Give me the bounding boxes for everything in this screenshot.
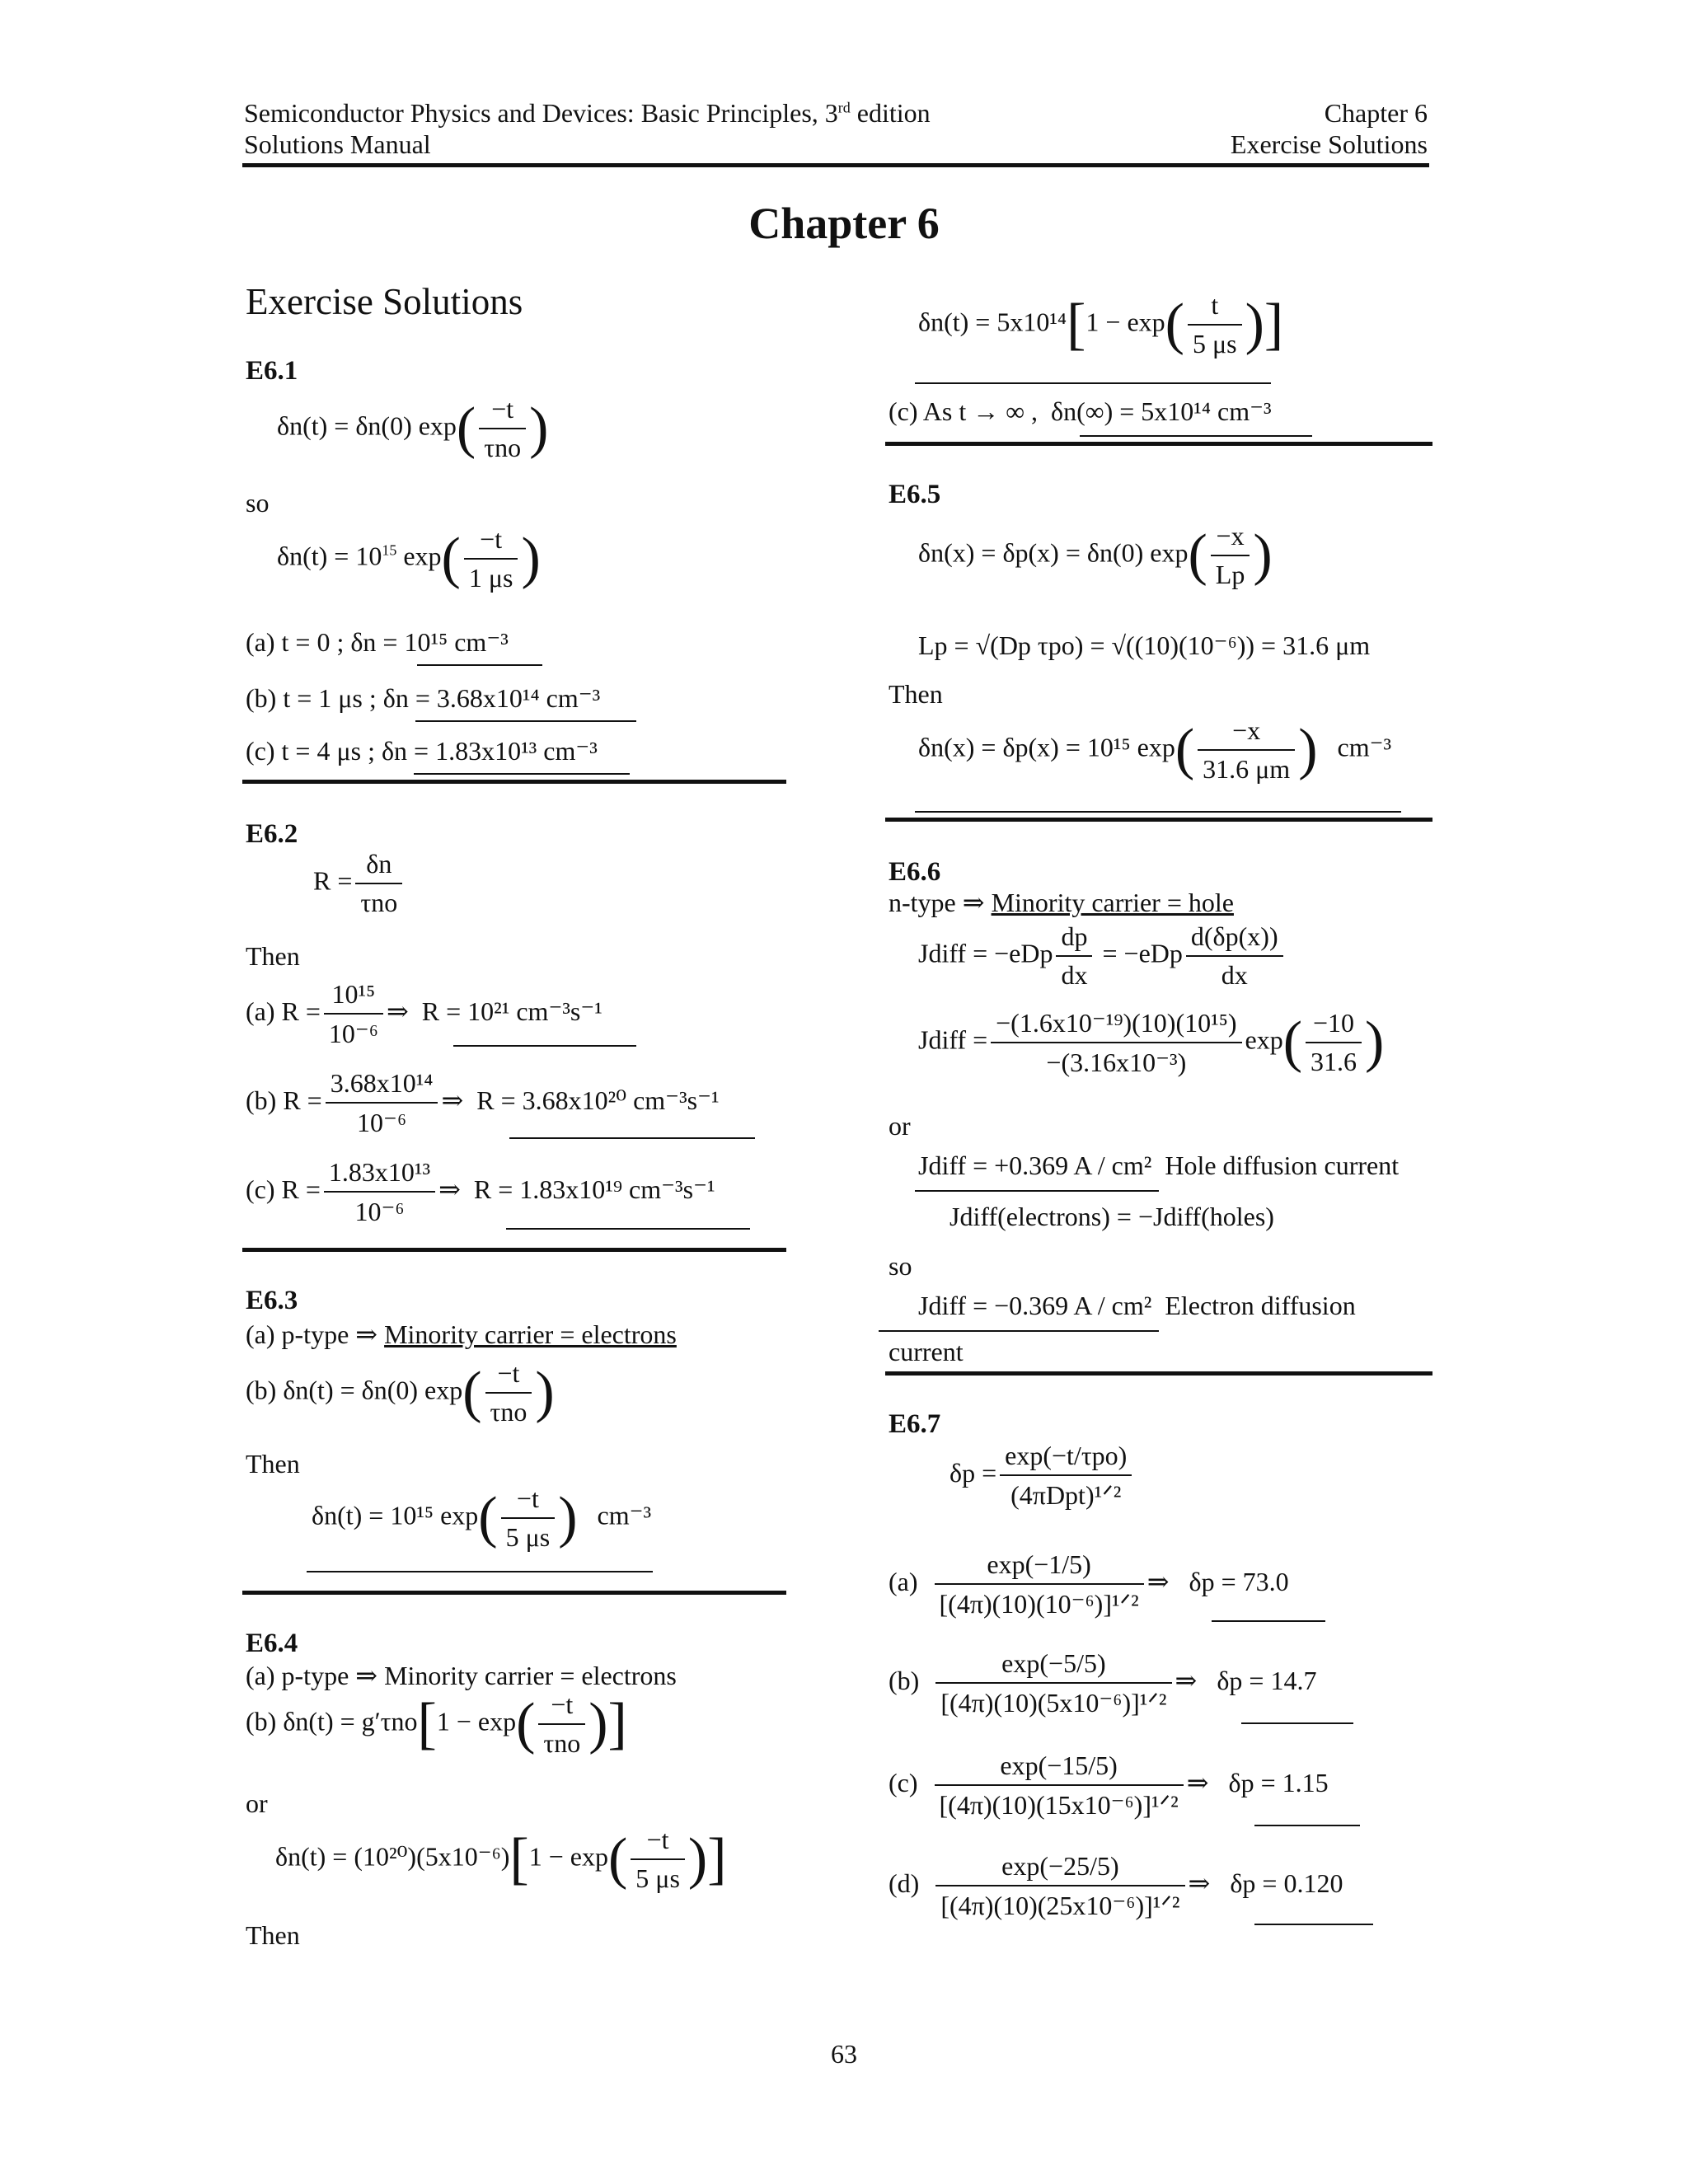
header-subtitle: Solutions Manual [244,129,431,159]
e63-part-a: (a) p-type ⇒ Minority carrier = electrons [246,1319,677,1349]
chapter-title: Chapter 6 [748,199,940,248]
e62-underline-a [453,1045,636,1047]
e65-diffusion-length: Lp = √(Dp τpo) = √((10)(10⁻⁶)) = 31.6 μm [918,630,1371,660]
e67-part-d: (d) $\frac{\exp(-25/5)}{\text{[(4π)(10)(25x10⁻⁶)]¹ᐟ²}}$ ⇒ δp = 0.120 [889,1851,1343,1920]
e64-underline-c [1080,435,1312,437]
section-title: Exercise Solutions [246,281,523,322]
e66-underline-hole [915,1190,1159,1192]
e61-underline-b [415,720,636,722]
header-rule [242,163,1429,167]
e62-part-c: (c) R = $\frac{\text{1.83x10¹³}}{\text{10⁻⁶}}$ ⇒ R = 1.83x10¹⁹ cm⁻³s⁻¹ [246,1157,715,1226]
exercise-label-e65: E6.5 [889,480,941,509]
exercise-label-e61: E6.1 [246,356,298,386]
e67-underline-d [1254,1924,1373,1925]
e66-underline-electron [879,1330,1159,1332]
e67-underline-a [1212,1620,1325,1622]
e66-so: so [889,1251,912,1281]
e61-underline-c [414,773,630,775]
e63-underline [307,1571,653,1572]
e67-part-a: (a) $\frac{\exp(-1/5)}{\text{[(4π)(10)(10⁻⁶)]¹ᐟ²}}$ ⇒ δp = 73.0 [889,1549,1289,1619]
e67-part-c: (c) $\frac{\exp(-15/5)}{\text{[(4π)(10)(15x10⁻⁶)]¹ᐟ²}}$ ⇒ δp = 1.15 [889,1750,1329,1820]
e61-equation-2: $\delta n(t) = 10^{15}$ exp( $\frac{-t}{1 \mu s}$ ) [277,524,541,593]
e61-underline-a [417,664,542,666]
e67-underline-b [1241,1722,1353,1724]
e63-then: Then [246,1449,300,1479]
e65-underline [915,811,1401,813]
e63-part-b: (b) δn(t) = δn(0) exp( $\frac{-t}{\text{τno}}$ ) [246,1358,555,1427]
exercise-label-e63: E6.3 [246,1286,298,1315]
e64-then: Then [246,1920,300,1950]
e66-current-def: Jdiff = −eDp $\frac{dp}{dx}$ = −eDp $\frac{d(\delta p(x))}{dx}$ [918,921,1287,991]
e62-underline-b [509,1137,755,1139]
e61-part-a: (a) t = 0 ; δn = 10¹⁵ cm⁻³ [246,627,509,657]
e62-underline-c [506,1228,750,1230]
exercise-label-e64: E6.4 [246,1629,298,1658]
e63-equation: δn(t) = 10¹⁵ exp( $\frac{-t}{5 \mu s}$ ) cm⁻³ [312,1483,652,1552]
e62-then: Then [246,941,300,971]
e61-so: so [246,488,270,518]
e65-rule [885,818,1432,822]
header-book-title: Semiconductor Physics and Devices: Basic Principles, 3rd edition [244,98,931,128]
e66-hole-current: Jdiff = +0.369 A / cm² Hole diffusion current [918,1151,1400,1180]
exercise-label-e66: E6.6 [889,857,941,887]
e61-part-b: (b) t = 1 μs ; δn = 3.68x10¹⁴ cm⁻³ [246,683,601,713]
e61-equation-1: δn(t) = δn(0) exp( $\frac{-t}{\text{τno}}$ ) [277,394,549,462]
e65-equation-2: δn(x) = δp(x) = 10¹⁵ exp( $\frac{-x}{31.6 \mu m}$ ) cm⁻³ [918,715,1392,784]
exercise-label-e67: E6.7 [889,1409,941,1439]
e66-or: or [889,1111,911,1141]
e66-ntype: n-type ⇒ Minority carrier = hole [889,888,1234,917]
e65-equation-1: δn(x) = δp(x) = δn(0) exp( $\frac{-x}{Lp}$ ) [918,521,1273,589]
e62-part-a: (a) R = $\frac{\text{10¹⁵}}{\text{10⁻⁶}}$ ⇒ R = 10²¹ cm⁻³s⁻¹ [246,979,603,1048]
e62-equation: R = $\frac{\delta n}{\text{τno}}$ [313,849,406,918]
e63-rule [242,1591,786,1595]
e66-rule [885,1371,1432,1376]
e64-continued-equation: δn(t) = 5x10¹⁴[1 − exp( $\frac{t}{5 \mu s}$ )] [918,290,1284,359]
e64-rule [885,442,1432,446]
e61-rule [242,780,786,784]
e65-then: Then [889,679,943,709]
e64-or: or [246,1788,268,1818]
e61-part-c: (c) t = 4 μs ; δn = 1.83x10¹³ cm⁻³ [246,736,598,766]
e62-part-b: (b) R = $\frac{\text{3.68x10¹⁴}}{\text{10⁻⁶}}$ ⇒ R = 3.68x10²⁰ cm⁻³s⁻¹ [246,1068,720,1137]
e67-underline-c [1254,1825,1360,1826]
e66-current-word: current [889,1337,964,1366]
page-number: 63 [831,2039,857,2069]
e64-equation: δn(t) = (10²⁰)(5x10⁻⁶)[1 − exp( $\frac{-t}{5 \mu s}$ )] [275,1825,727,1893]
e64-part-b: (b) δn(t) = g′τno[1 − exp( $\frac{-t}{\text{τno}}$ )] [246,1690,627,1758]
e62-rule [242,1248,786,1252]
header-chapter: Chapter 6 [1324,98,1428,128]
e67-part-b: (b) $\frac{\exp(-5/5)}{\text{[(4π)(10)(5x10⁻⁶)]¹ᐟ²}}$ ⇒ δp = 14.7 [889,1648,1317,1718]
e66-relation: Jdiff(electrons) = −Jdiff(holes) [950,1202,1274,1231]
e66-electron-current: Jdiff = −0.369 A / cm² Electron diffusion [918,1291,1356,1320]
e64-part-c: (c) As t → ∞ , δn(∞) = 5x10¹⁴ cm⁻³ [889,396,1272,426]
e67-equation: δp = $\frac{\text{exp(−t/τpo)}}{\text{(4πDpt)¹ᐟ²}}$ [950,1441,1135,1511]
header-section: Exercise Solutions [1230,129,1428,159]
e64-continued-underline [915,382,1271,384]
e64-part-a: (a) p-type ⇒ Minority carrier = electrons [246,1661,677,1690]
exercise-label-e62: E6.2 [246,819,298,849]
e66-current-numeric: Jdiff = $\frac{\text{−(1.6x10⁻¹⁹)(10)(10¹⁵)}}{\text{−(3.16x10⁻³)}}$ exp( $\frac{-10}{31.6}$ ) [918,1008,1385,1077]
